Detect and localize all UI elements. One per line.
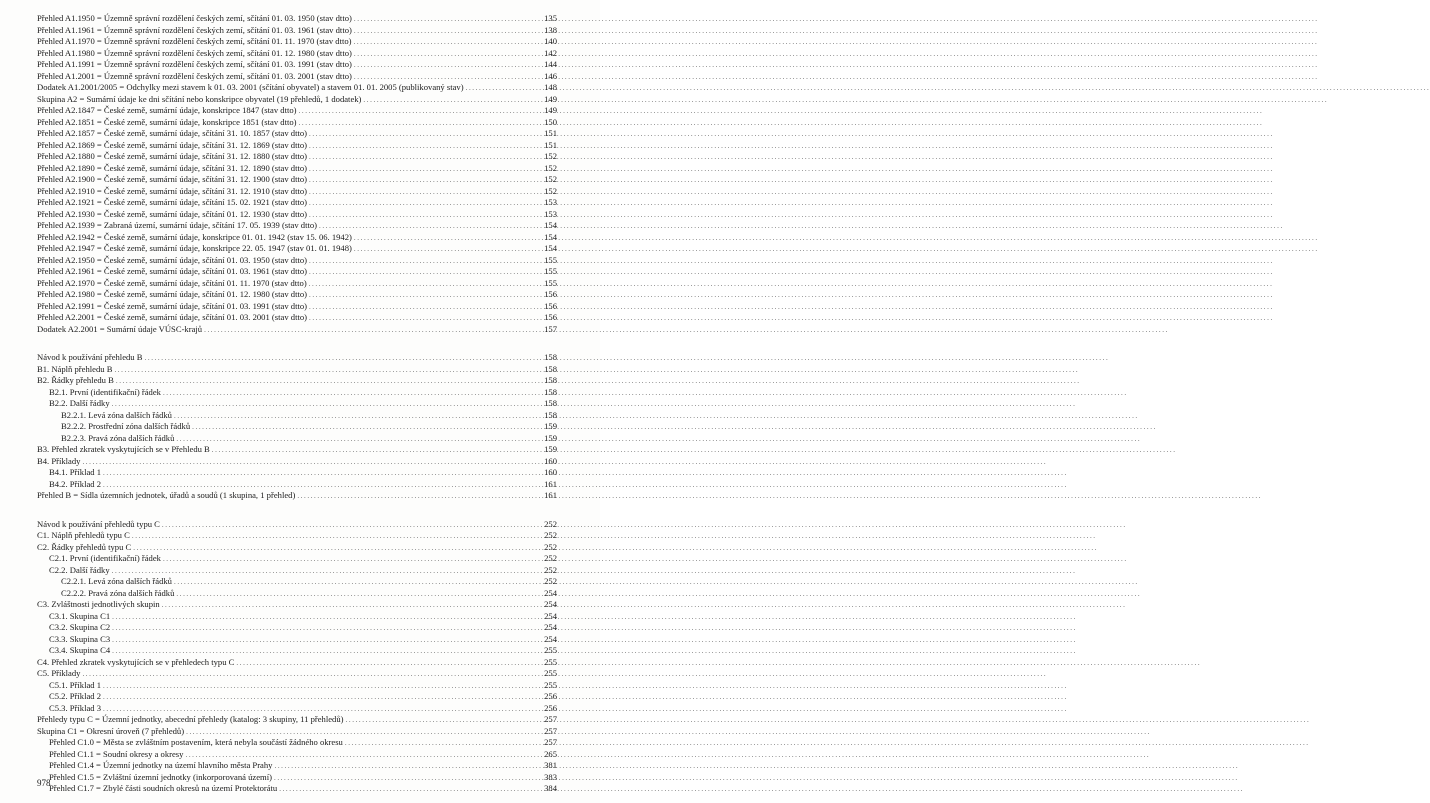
- toc-entry-page: 151: [544, 128, 557, 138]
- dot-leader: [354, 233, 542, 245]
- toc-entry-page: 160: [544, 467, 557, 477]
- dot-leader: [162, 600, 542, 612]
- toc-entry: [37, 128, 557, 140]
- toc-entry: [37, 565, 557, 577]
- toc-entry-title: B4. Příklady: [37, 455, 81, 466]
- toc-entry-page: 156: [544, 289, 557, 299]
- table-of-contents: [37, 13, 557, 795]
- toc-entry-page: 255: [544, 645, 557, 655]
- toc-entry-title: C4. Přehled zkratek vyskytujících se v přehledech typu C: [37, 656, 235, 667]
- dot-leader: [103, 692, 542, 704]
- toc-entry-page: 149: [544, 105, 557, 115]
- toc-entry-page: 255: [544, 679, 557, 690]
- toc-entry-title: C2.2.1. Levá zóna dalších řádků: [61, 576, 172, 586]
- dot-leader: [299, 118, 543, 130]
- toc-entry: [37, 530, 557, 542]
- dot-leader: [354, 60, 542, 72]
- toc-entry-page: 156: [544, 312, 557, 322]
- toc-entry: [37, 255, 557, 267]
- toc-entry-page: 148: [544, 82, 557, 92]
- toc-entry-title: B4.2. Příklad 2: [49, 478, 102, 489]
- dot-leader: [133, 543, 542, 555]
- dot-leader: [116, 376, 542, 388]
- toc-entry: [37, 163, 557, 175]
- toc-entry: [37, 59, 557, 71]
- toc-entry-title: Přehled A2.1961 = České země, sumární údaje, sčítání 01. 03. 1961 (stav dtto): [37, 266, 308, 276]
- dot-leader: [354, 49, 542, 61]
- dot-leader: [309, 279, 542, 291]
- toc-entry: [37, 289, 557, 301]
- toc-entry: [37, 278, 557, 290]
- toc-entry-title: B2.1. První (identifikační) řádek: [49, 386, 161, 397]
- dot-leader: [309, 152, 542, 164]
- toc-entry-page: 138: [544, 24, 557, 35]
- toc-entry: [37, 456, 557, 468]
- toc-entry-title: C3.1. Skupina C1: [49, 610, 111, 621]
- toc-entry-title: Přehled C1.4 = Územní jednotky na území hlavního města Prahy: [49, 760, 273, 770]
- toc-entry-page: 252: [544, 530, 557, 540]
- dot-leader: [309, 302, 542, 314]
- dot-leader: [363, 95, 542, 107]
- dot-leader: [354, 26, 542, 38]
- toc-entry-title: Přehled A2.1970 = České země, sumární údaje, sčítání 01. 11. 1970 (stav dtto): [37, 277, 307, 288]
- toc-entry-title: Přehled A2.1921 = České země, sumární údaje, sčítání 15. 02. 1921 (stav dtto): [37, 197, 308, 207]
- toc-entry-page: 155: [544, 266, 557, 276]
- dot-leader: [309, 313, 542, 325]
- dot-leader: [354, 37, 542, 49]
- toc-entry-page: 252: [544, 576, 557, 586]
- toc-entry-title: Dodatek A1.2001/2005 = Odchylky mezi stavem k 01. 03. 2001 (sčítání obyvatel) a stavem 01. 01. 2005 (publikovaný stav): [37, 82, 464, 92]
- toc-entry-title: C3. Zvláštnosti jednotlivých skupin: [37, 599, 160, 609]
- toc-entry-page: 159: [544, 421, 557, 431]
- toc-entry-title: C2.2.2. Pravá zóna dalších řádků: [61, 587, 175, 598]
- toc-entry-page: 158: [544, 398, 557, 408]
- dot-leader: [163, 388, 542, 400]
- toc-entry-page: 257: [544, 714, 557, 724]
- toc-entry-page: 158: [544, 375, 557, 385]
- toc-entry-page: 265: [544, 748, 557, 759]
- toc-entry: [37, 151, 557, 163]
- toc-entry-title: Dodatek A2.2001 = Sumární údaje VÚSC-krajů: [37, 323, 203, 334]
- toc-entry: [37, 772, 557, 784]
- toc-entry: [37, 467, 557, 479]
- toc-entry-page: 254: [544, 599, 557, 609]
- toc-entry-page: 156: [544, 300, 557, 311]
- dot-leader: [466, 83, 542, 95]
- dot-leader: [354, 14, 542, 26]
- toc-entry: [37, 94, 557, 106]
- toc-entry: [37, 36, 557, 48]
- toc-entry-page: 381: [544, 760, 557, 770]
- toc-entry-title: Přehled A2.1942 = České země, sumární údaje, konskripce 01. 01. 1942 (stav 15. 06. 1942): [37, 231, 352, 242]
- toc-entry-page: 152: [544, 151, 557, 161]
- toc-entry-title: C2. Řádky přehledů typu C: [37, 541, 132, 552]
- toc-entry: [37, 375, 557, 387]
- toc-entry-title: Přehled A2.1847 = České země, sumární údaje, konskripce 1847 (stav dtto): [37, 105, 297, 115]
- toc-entry-title: Přehled A2.1947 = České země, sumární údaje, konskripce 22. 05. 1947 (stav 01. 01. 1948): [37, 243, 352, 253]
- toc-entry: [37, 410, 557, 422]
- toc-entry-page: 144: [544, 59, 557, 69]
- toc-entry-page: 384: [544, 783, 557, 793]
- toc-entry-title: Přehled C1.5 = Zvláštní územní jednotky (inkorporovaná území): [49, 771, 272, 782]
- toc-entry-title: Přehled A2.1890 = České země, sumární údaje, sčítání 31. 12. 1890 (stav dtto): [37, 162, 308, 173]
- dot-leader: [297, 491, 542, 503]
- toc-entry-title: Přehled A1.1991 = Územně správní rozdělení českých zemí, sčítání 01. 03. 1991 (stav dtto): [37, 59, 352, 69]
- toc-entry-title: B2. Řádky přehledu B: [37, 375, 114, 385]
- toc-entry-page: 254: [544, 633, 557, 644]
- dot-leader: [174, 411, 542, 423]
- toc-entry-title: C3.2. Skupina C2: [49, 622, 111, 632]
- dot-leader: [112, 623, 542, 635]
- toc-entry-page: 146: [544, 70, 557, 81]
- toc-entry-page: 152: [544, 185, 557, 196]
- dot-leader: [309, 141, 542, 153]
- dot-leader: [176, 434, 542, 446]
- toc-entry-page: 158: [544, 386, 557, 397]
- toc-entry-title: C1. Náplň přehledů typu C: [37, 530, 130, 540]
- toc-entry-title: Přehled C1.1 = Soudní okresy a okresy: [49, 748, 184, 759]
- toc-entry: [37, 232, 557, 244]
- dot-leader: [274, 773, 542, 785]
- toc-entry: [37, 490, 557, 502]
- dot-leader: [163, 554, 542, 566]
- toc-entry-page: 155: [544, 277, 557, 288]
- toc-entry: [37, 760, 557, 772]
- toc-entry: [37, 398, 557, 410]
- toc-entry-page: 161: [544, 490, 557, 500]
- toc-entry-title: Přehled A2.1939 = Zabraná území, sumární údaje, sčítání 17. 05. 1939 (stav dtto): [37, 220, 318, 230]
- toc-entry-title: Přehled B = Sídla územních jednotek, úřadů a soudů (1 skupina, 1 přehled): [37, 490, 296, 500]
- toc-entry-title: C5.3. Příklad 3: [49, 702, 102, 713]
- toc-entry-page: 257: [544, 737, 557, 747]
- toc-entry-title: Přehled A1.1950 = Územně správní rozdělení českých zemí, sčítání 01. 03. 1950 (stav dtto): [37, 13, 352, 23]
- toc-entry: [37, 634, 557, 646]
- toc-entry-title: Přehled A2.1869 = České země, sumární údaje, sčítání 31. 12. 1869 (stav dtto): [37, 139, 308, 150]
- toc-entry-page: 154: [544, 243, 557, 253]
- toc-entry: [37, 71, 557, 83]
- toc-entry-page: 150: [544, 116, 557, 127]
- toc-entry-page: 149: [544, 93, 557, 104]
- toc-entry-page: 152: [544, 162, 557, 173]
- toc-entry-page: 157: [544, 323, 557, 334]
- dot-leader: [212, 445, 542, 457]
- dot-leader: [309, 198, 542, 210]
- toc-entry: [37, 364, 557, 376]
- toc-entry-page: 153: [544, 197, 557, 207]
- toc-entry: [37, 105, 557, 117]
- toc-entry: [37, 312, 557, 324]
- toc-entry-page: 159: [544, 444, 557, 454]
- toc-entry-title: C2.1. První (identifikační) řádek: [49, 553, 161, 563]
- toc-entry-title: Přehled A1.1961 = Územně správní rozdělení českých zemí, sčítání 01. 03. 1961 (stav dtto): [37, 24, 352, 35]
- toc-entry: [37, 737, 557, 749]
- toc-entry-title: Skupina C1 = Okresní úroveň (7 přehledů): [37, 725, 185, 736]
- document-page: [0, 0, 600, 803]
- dot-leader: [309, 187, 542, 199]
- toc-entry-page: 252: [544, 564, 557, 575]
- dot-leader: [112, 612, 542, 624]
- dot-leader: [103, 681, 542, 693]
- toc-entry-page: 153: [544, 208, 557, 219]
- dot-leader: [132, 531, 542, 543]
- dot-leader: [279, 784, 542, 796]
- toc-entry-page: 140: [544, 36, 557, 46]
- toc-entry-page: 154: [544, 220, 557, 230]
- toc-entry-title: C2.2. Další řádky: [49, 564, 110, 575]
- toc-entry: [37, 622, 557, 634]
- dot-leader: [236, 658, 542, 670]
- dot-leader: [145, 353, 543, 365]
- toc-entry-title: Přehled A2.1900 = České země, sumární údaje, sčítání 31. 12. 1900 (stav dtto): [37, 174, 308, 184]
- toc-entry-title: Přehledy typu C = Územní jednotky, abecední přehledy (katalog: 3 skupiny, 11 přehledů): [37, 714, 344, 724]
- toc-entry: [37, 444, 557, 456]
- toc-entry-title: Návod k používání přehledu B: [37, 352, 143, 362]
- toc-entry-page: 158: [544, 352, 557, 362]
- toc-entry-title: C3.4. Skupina C4: [49, 645, 111, 655]
- toc-entry: [37, 324, 557, 336]
- toc-entry: [37, 714, 557, 726]
- toc-entry-title: Přehled A1.1980 = Územně správní rozdělení českých zemí, sčítání 01. 12. 1980 (stav dtto): [37, 47, 352, 58]
- toc-entry-title: Přehled A2.2001 = České země, sumární údaje, sčítání 01. 03. 2001 (stav dtto): [37, 312, 308, 322]
- toc-entry: [37, 668, 557, 680]
- dot-leader: [309, 256, 542, 268]
- section-gap: [37, 335, 557, 352]
- toc-entry-page: 254: [544, 622, 557, 632]
- toc-entry-page: 135: [544, 13, 557, 23]
- toc-entry-page: 158: [544, 363, 557, 374]
- dot-leader: [114, 365, 542, 377]
- toc-entry: [37, 25, 557, 37]
- toc-entry: [37, 117, 557, 129]
- toc-entry: [37, 479, 557, 491]
- toc-entry: [37, 48, 557, 60]
- dot-leader: [309, 290, 542, 302]
- toc-entry-title: Skupina A2 = Sumární údaje ke dni sčítání nebo konskripce obyvatel (19 přehledů, 1 dodatek): [37, 93, 362, 104]
- toc-entry: [37, 243, 557, 255]
- toc-entry-title: Přehled A2.1950 = České země, sumární údaje, sčítání 01. 03. 1950 (stav dtto): [37, 254, 308, 265]
- toc-entry-page: 252: [544, 518, 557, 529]
- toc-entry-title: C5.1. Příklad 1: [49, 679, 102, 690]
- toc-entry: [37, 726, 557, 738]
- toc-entry: [37, 140, 557, 152]
- toc-entry: [37, 352, 557, 364]
- toc-entry-page: 255: [544, 668, 557, 678]
- toc-entry: [37, 680, 557, 692]
- dot-leader: [176, 589, 542, 601]
- toc-entry-page: 252: [544, 553, 557, 563]
- toc-entry-page: 254: [544, 610, 557, 621]
- toc-entry-page: 383: [544, 771, 557, 782]
- toc-entry-title: Přehled A2.1980 = České země, sumární údaje, sčítání 01. 12. 1980 (stav dtto): [37, 289, 308, 299]
- toc-entry-title: C3.3. Skupina C3: [49, 633, 111, 644]
- toc-entry-page: 257: [544, 725, 557, 736]
- toc-entry-page: 154: [544, 231, 557, 242]
- dot-leader: [309, 129, 542, 141]
- toc-entry-title: B3. Přehled zkratek vyskytujících se v Přehledu B: [37, 444, 210, 454]
- toc-entry: [37, 433, 557, 445]
- toc-entry-title: Přehled A2.1880 = České země, sumární údaje, sčítání 31. 12. 1880 (stav dtto): [37, 151, 308, 161]
- toc-entry: [37, 266, 557, 278]
- dot-leader: [82, 669, 542, 681]
- toc-entry: [37, 691, 557, 703]
- dot-leader: [309, 175, 542, 187]
- dot-leader: [192, 422, 542, 434]
- toc-entry-title: Přehled A1.2001 = Územně správní rozdělení českých zemí, sčítání 01. 03. 2001 (stav dtto): [37, 70, 352, 81]
- toc-entry-title: Přehled C1.7 = Zbylé části soudních okresů na území Protektorátu: [49, 783, 278, 793]
- toc-section: [37, 13, 557, 335]
- toc-entry: [37, 421, 557, 433]
- toc-entry: [37, 645, 557, 657]
- toc-entry-title: B2.2. Další řádky: [49, 398, 110, 408]
- toc-entry: [37, 174, 557, 186]
- dot-leader: [103, 468, 542, 480]
- toc-entry-title: Přehled A2.1930 = České země, sumární údaje, sčítání 01. 12. 1930 (stav dtto): [37, 208, 308, 219]
- toc-entry: [37, 783, 557, 795]
- toc-entry-title: Přehled A2.1857 = České země, sumární údaje, sčítání 31. 10. 1857 (stav dtto): [37, 128, 308, 138]
- dot-leader: [299, 106, 543, 118]
- dot-leader: [204, 325, 542, 337]
- toc-entry-title: Návod k používání přehledů typu C: [37, 518, 160, 529]
- dot-leader: [309, 164, 542, 176]
- toc-entry-title: Přehled A1.1970 = Územně správní rozdělení českých zemí, sčítání 01. 11. 1970 (stav dtto): [37, 36, 352, 46]
- toc-section: [37, 519, 557, 795]
- toc-entry-title: Přehled C1.0 = Města se zvláštním postavením, která nebyla součástí žádného okresu: [49, 737, 343, 747]
- toc-entry-page: 256: [544, 691, 557, 701]
- toc-entry: [37, 588, 557, 600]
- toc-entry-page: 252: [544, 541, 557, 552]
- dot-leader: [112, 566, 542, 578]
- toc-entry: [37, 186, 557, 198]
- toc-entry: [37, 576, 557, 588]
- dot-leader: [162, 520, 542, 532]
- toc-entry: [37, 197, 557, 209]
- dot-leader: [345, 738, 542, 750]
- toc-entry-page: 254: [544, 587, 557, 598]
- toc-entry: [37, 749, 557, 761]
- toc-entry-page: 159: [544, 432, 557, 443]
- toc-entry-title: B1. Náplň přehledu B: [37, 363, 113, 374]
- toc-entry-title: B2.2.3. Pravá zóna dalších řádků: [61, 432, 175, 443]
- dot-leader: [309, 267, 542, 279]
- page-number: 978: [37, 778, 51, 788]
- toc-entry: [37, 542, 557, 554]
- dot-leader: [174, 577, 542, 589]
- toc-entry-page: 151: [544, 139, 557, 150]
- toc-entry-title: Přehled A2.1991 = České země, sumární údaje, sčítání 01. 03. 1991 (stav dtto): [37, 300, 308, 311]
- dot-leader: [346, 715, 542, 727]
- toc-entry: [37, 553, 557, 565]
- toc-entry-title: B2.2.1. Levá zóna dalších řádků: [61, 409, 172, 420]
- toc-entry-page: 161: [544, 478, 557, 489]
- toc-entry-page: 158: [544, 409, 557, 420]
- toc-entry: [37, 301, 557, 313]
- toc-entry-page: 142: [544, 47, 557, 58]
- toc-entry: [37, 220, 557, 232]
- toc-section: [37, 352, 557, 502]
- toc-entry: [37, 599, 557, 611]
- section-gap: [37, 502, 557, 519]
- dot-leader: [309, 210, 542, 222]
- toc-entry: [37, 209, 557, 221]
- toc-entry: [37, 13, 557, 25]
- toc-entry: [37, 82, 557, 94]
- dot-leader: [112, 399, 542, 411]
- toc-entry-title: C5. Příklady: [37, 668, 81, 678]
- toc-entry-title: B2.2.2. Prostřední zóna dalších řádků: [61, 421, 191, 431]
- dot-leader: [274, 761, 542, 773]
- toc-entry: [37, 519, 557, 531]
- toc-entry-title: B4.1. Příklad 1: [49, 467, 102, 477]
- toc-entry-title: Přehled A2.1851 = České země, sumární údaje, konskripce 1851 (stav dtto): [37, 116, 297, 127]
- toc-entry-page: 155: [544, 254, 557, 265]
- toc-entry-page: 256: [544, 702, 557, 713]
- toc-entry-title: Přehled A2.1910 = České země, sumární údaje, sčítání 31. 12. 1910 (stav dtto): [37, 185, 308, 196]
- toc-entry-page: 152: [544, 174, 557, 184]
- toc-entry: [37, 387, 557, 399]
- toc-entry: [37, 703, 557, 715]
- toc-entry-page: 160: [544, 455, 557, 466]
- dot-leader: [112, 635, 542, 647]
- toc-entry: [37, 611, 557, 623]
- toc-entry-title: C5.2. Příklad 2: [49, 691, 102, 701]
- dot-leader: [354, 244, 542, 256]
- toc-entry: [37, 657, 557, 669]
- toc-entry-page: 255: [544, 656, 557, 667]
- dot-leader: [82, 457, 542, 469]
